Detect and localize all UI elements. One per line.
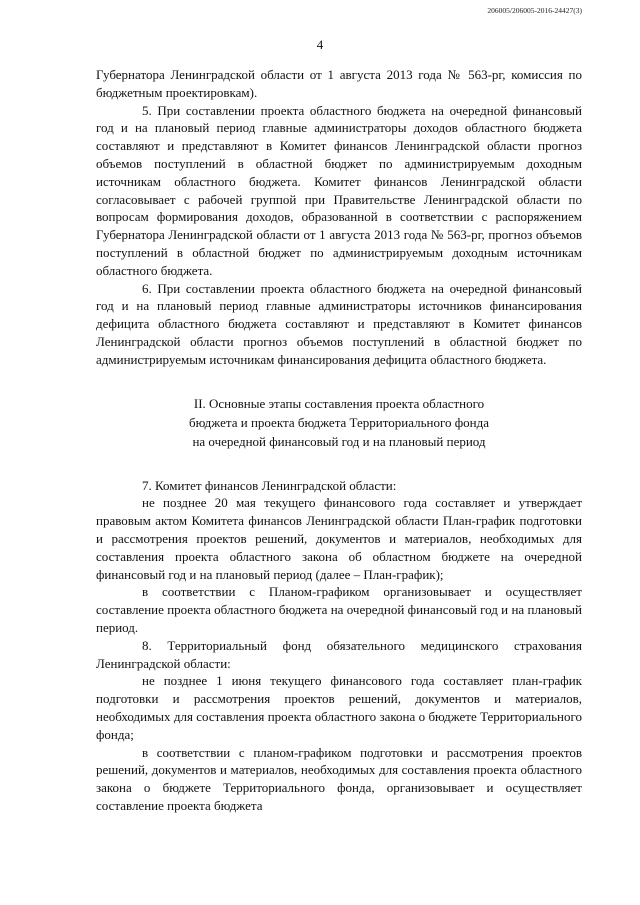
paragraph-item-8: 8. Территориальный фонд обязательного медицинского страхования Ленинградской области:	[96, 637, 582, 671]
paragraph-item-7: 7. Комитет финансов Ленинградской области:	[142, 477, 397, 493]
paragraph-item-8-organize: в соответствии с планом-графиком подготовки и рассмотрения проектов решений, документов и материалов, необходимых для составления проекта областного закона о бюджете Территориального фонда, организовывает и осуществляет составление проекта бюджета	[96, 744, 582, 813]
paragraph-item-8-deadline: не позднее 1 июня текущего финансового года составляет план-график подготовки и рассмотрения проектов решений, документов и материалов, необходимых для составления проекта областного закона о бюджете Территориального фонда;	[96, 673, 582, 742]
section-heading-line-1: II. Основные этапы составления проекта областного	[193, 395, 485, 411]
section-heading-line-3: на очередной финансовый год и на плановый период	[192, 433, 486, 449]
paragraph-item-6: 6. При составлении проекта областного бюджета на очередной финансовый год и на плановый период главные администраторы источников финансирования дефицита областного бюджета составляют и представляют в Комитет финансов Ленинградской области прогноз объемов поступлений в областной бюджет по администрируемым источникам финансирования дефицита областного бюджета.	[96, 280, 582, 367]
paragraph-item-7-organize: в соответствии с Планом-графиком организовывает и осуществляет составление проекта областного бюджета на очередной финансовый год и на плановый период.	[96, 584, 582, 635]
section-heading-line-2: бюджета и проекта бюджета Территориального фонда	[189, 414, 489, 430]
page-number: 4	[316, 37, 324, 52]
document-code: 206005/206005-2016-24427(3)	[487, 6, 582, 15]
paragraph-continuation: Губернатора Ленинградской области от 1 августа 2013 года № 563-рг, комиссия по бюджетным проектировкам).	[96, 67, 582, 100]
paragraph-item-5: 5. При составлении проекта областного бюджета на очередной финансовый год и на плановый период главные администраторы доходов областного бюджета составляют и представляют в Комитет финансов Ленинградской области прогноз объемов поступлений в областной бюджет по администрируемым доходным источникам областного бюджета. Комитет финансов Ленинградской области согласовывает с рабочей группой при Правительстве Ленинградской области по вопросам формирования доходов, образованной в соответствии с распоряжением Губернатора Ленинградской области от 1 августа 2013 года № 563-рг, прогноз объемов поступлений в областной бюджет по администрируемым доходным источникам областного бюджета.	[96, 102, 582, 278]
paragraph-item-7-deadline: не позднее 20 мая текущего финансового года составляет и утверждает правовым актом Комитета финансов Ленинградской области План-график подготовки и рассмотрения проектов решений, документов и материалов, необходимых для составления проекта областного закона об областном бюджете на очередной финансовый год и на плановый период (далее – План-график);	[96, 495, 582, 582]
document-body	[96, 66, 582, 815]
section-heading	[96, 394, 582, 451]
